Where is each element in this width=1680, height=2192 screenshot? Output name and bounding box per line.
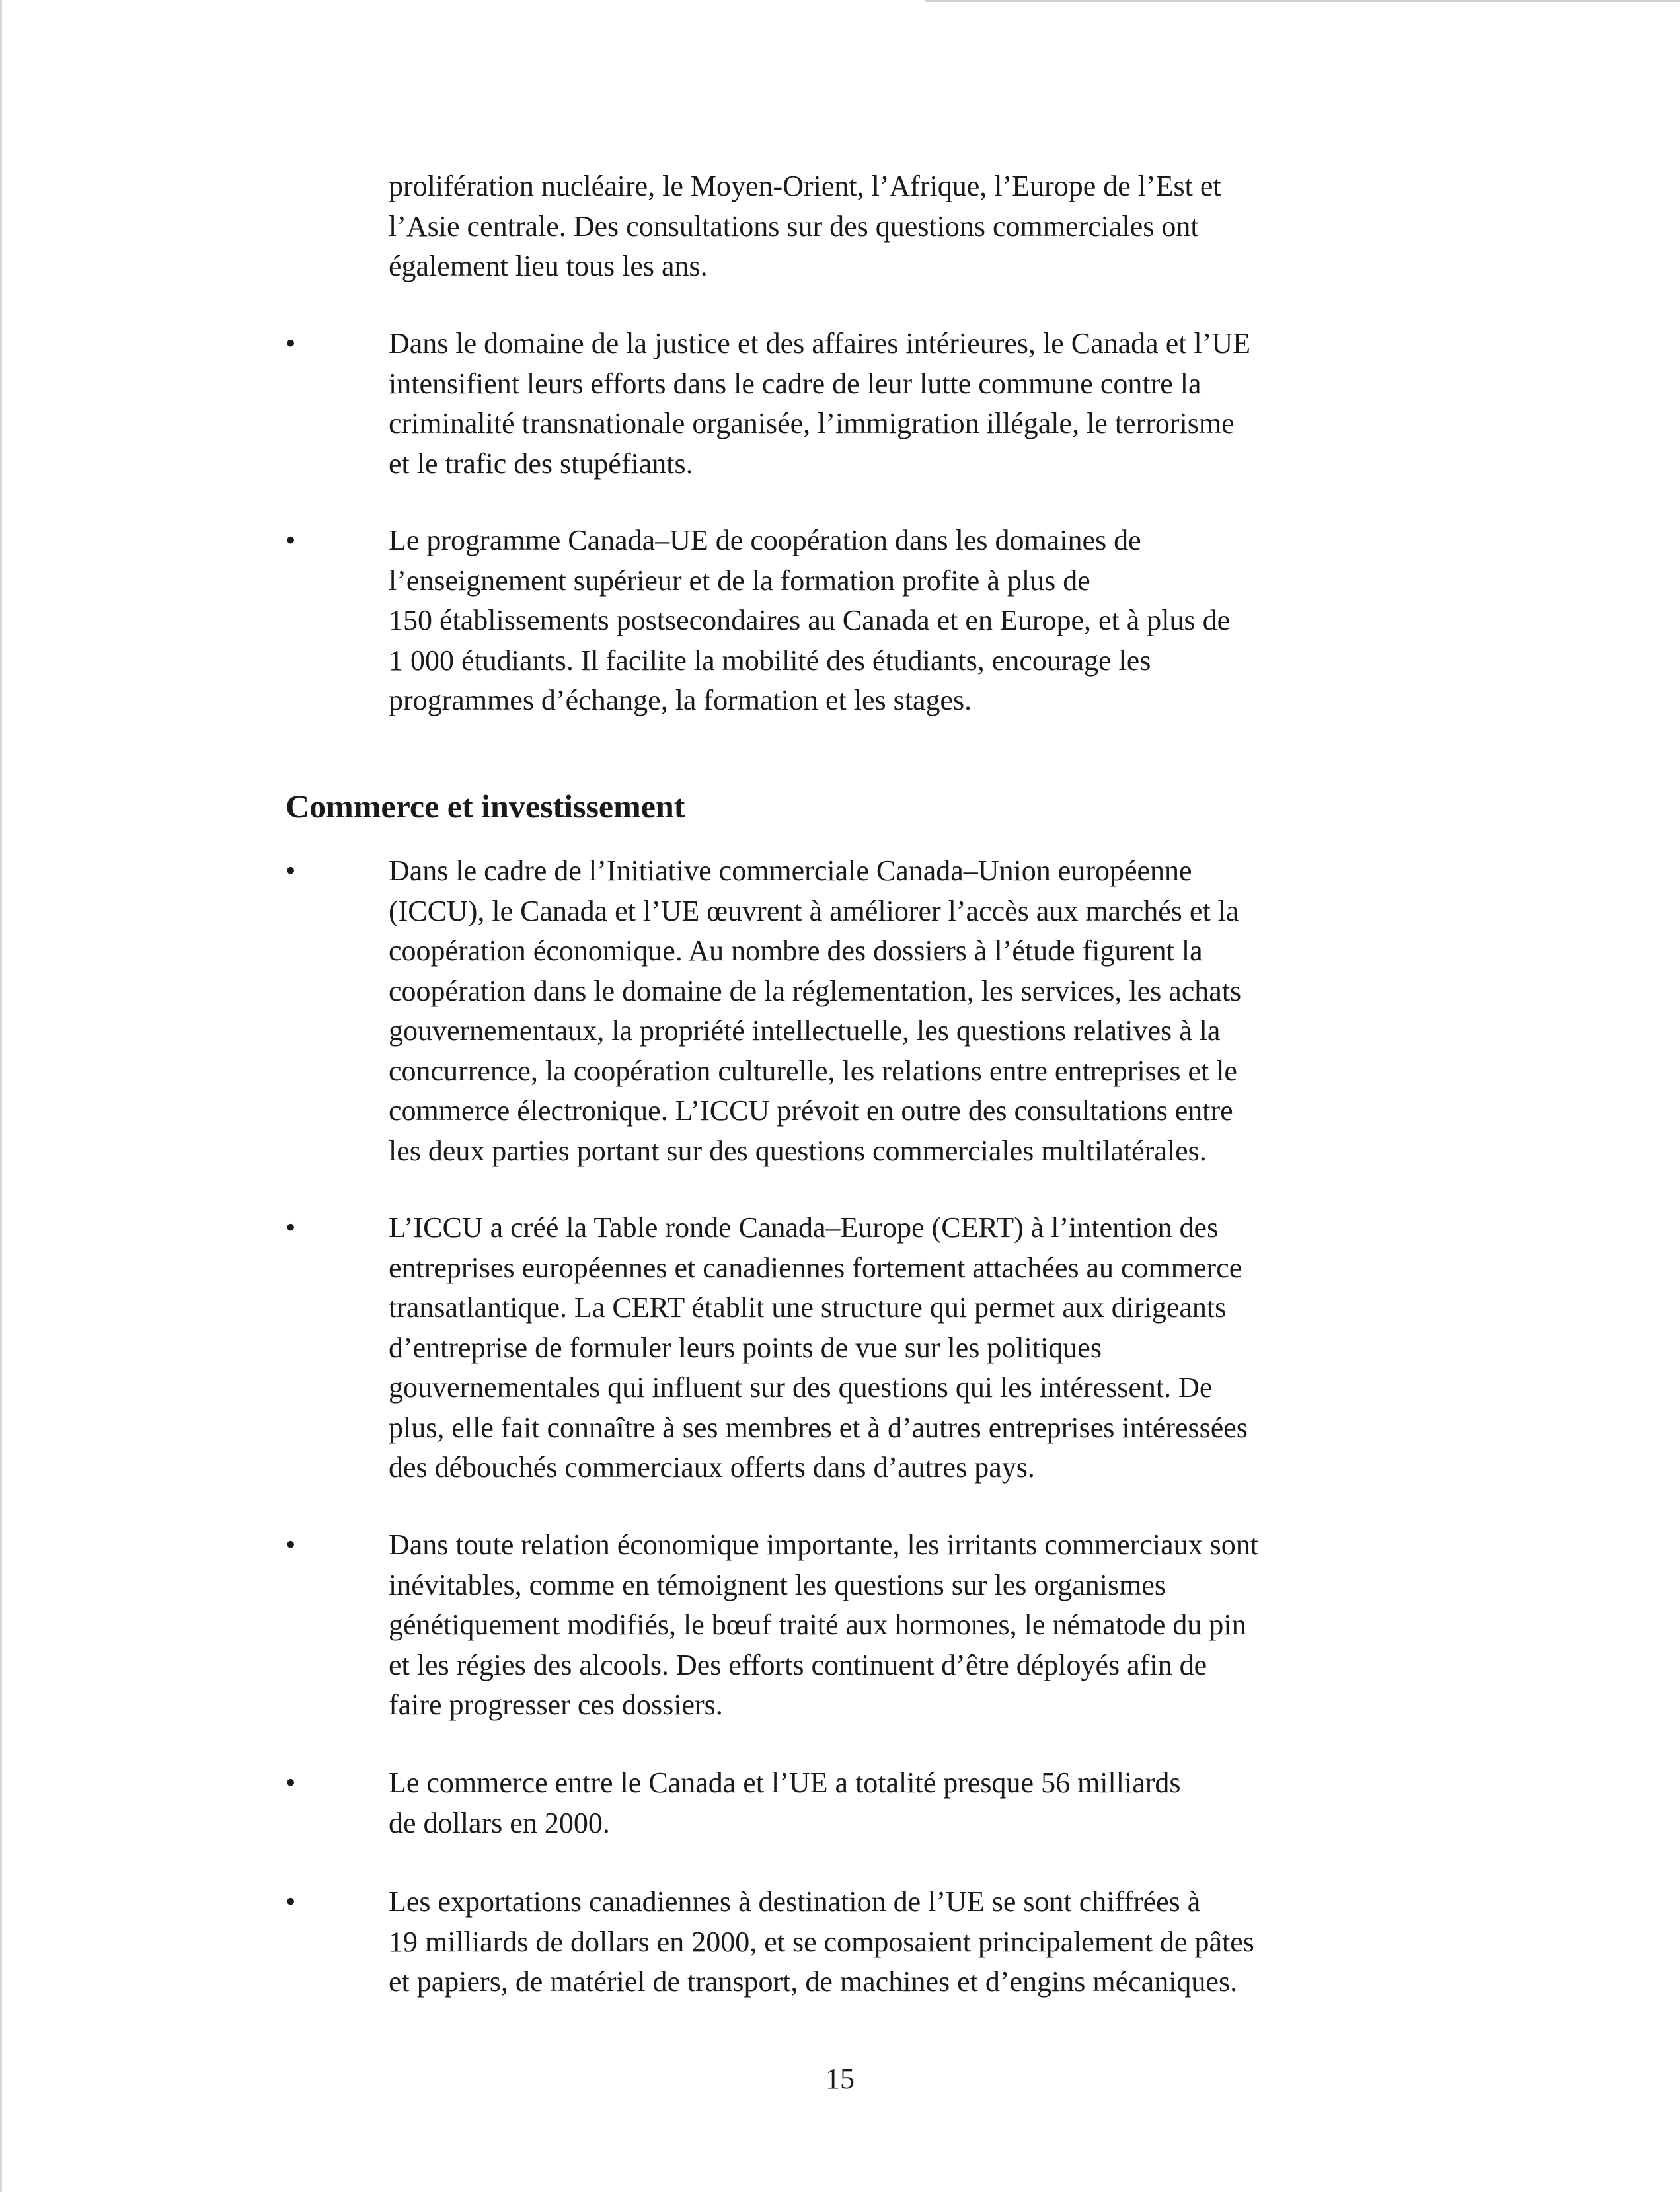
section-heading: Commerce et investissement bbox=[286, 788, 685, 825]
bullet-marker: • bbox=[286, 1885, 296, 1918]
bullet-marker: • bbox=[286, 1529, 296, 1561]
bullet-paragraph-irritants: Dans toute relation économique importante, les irritants commerciaux sont inévitables, comme en témoignent les questions sur les organismes génétiquement modifiés, le bœuf traité aux hormones, le nématode du pin et les régies des alcools. Des efforts continuent d’être déployés afin de faire progresser ces dossiers. bbox=[389, 1529, 1258, 1721]
bullet-marker: • bbox=[286, 854, 296, 887]
bullet-paragraph-cert: L’ICCU a créé la Table ronde Canada–Europe (CERT) à l’intention des entreprises européennes et canadiennes fortement attachées au commerce transatlantique. La CERT établit une structure qui permet aux dirigeants d’entreprise de formuler leurs points de vue sur les politiques gouvernementales qui influent sur des questions qui les intéressent. De plus, elle fait connaître à ses membres et à d’autres entreprises intéressées des débouchés commerciaux offerts dans d’autres pays. bbox=[389, 1211, 1248, 1484]
bullet-paragraph-education: Le programme Canada–UE de coopération dans les domaines de l’enseignement supérieur et de la formation profite à plus de 150 établissements postsecondaires au Canada et en Europe, et à plus de 1 000 étudiants. Il facilite la mobilité des étudiants, encourage les programmes d’échange, la formation et les stages. bbox=[389, 524, 1231, 716]
bullet-paragraph-justice: Dans le domaine de la justice et des affaires intérieures, le Canada et l’UE intensifient leurs efforts dans le cadre de leur lutte commune contre la criminalité transnationale organisée, l’immigration illégale, le terrorisme et le trafic des stupéfiants. bbox=[389, 327, 1250, 480]
bullet-marker: • bbox=[286, 524, 296, 556]
bullet-paragraph-iccu: Dans le cadre de l’Initiative commerciale Canada–Union européenne (ICCU), le Canada et l’UE œuvrent à améliorer l’accès aux marchés et la coopération économique. Au nombre des dossiers à l’étude figurent la coopération dans le domaine de la réglementation, les services, les achats gouvernementaux, la propriété intellectuelle, les questions relatives à la concurrence, la coopération culturelle, les relations entre entreprises et le commerce électronique. L’ICCU prévoit en outre des consultations entre les deux parties portant sur des questions commerciales multilatérales. bbox=[389, 854, 1242, 1167]
bullet-marker: • bbox=[286, 327, 296, 359]
bullet-paragraph-exports: Les exportations canadiennes à destination de l’UE se sont chiffrées à 19 milliards de dollars en 2000, et se composaient principalement de pâtes et papiers, de matériel de transport, de machines et d’engins mécaniques. bbox=[389, 1885, 1254, 1998]
continuation-paragraph: prolifération nucléaire, le Moyen-Orient, l’Afrique, l’Europe de l’Est et l’Asie centrale. Des consultations sur des questions commerciales ont également lieu tous les ans. bbox=[389, 170, 1221, 282]
bullet-marker: • bbox=[286, 1211, 296, 1244]
page-number: 15 bbox=[825, 2062, 855, 2095]
bullet-paragraph-trade-total: Le commerce entre le Canada et l’UE a totalité presque 56 milliards de dollars en 2000. bbox=[389, 1766, 1181, 1839]
bullet-marker: • bbox=[286, 1766, 296, 1799]
